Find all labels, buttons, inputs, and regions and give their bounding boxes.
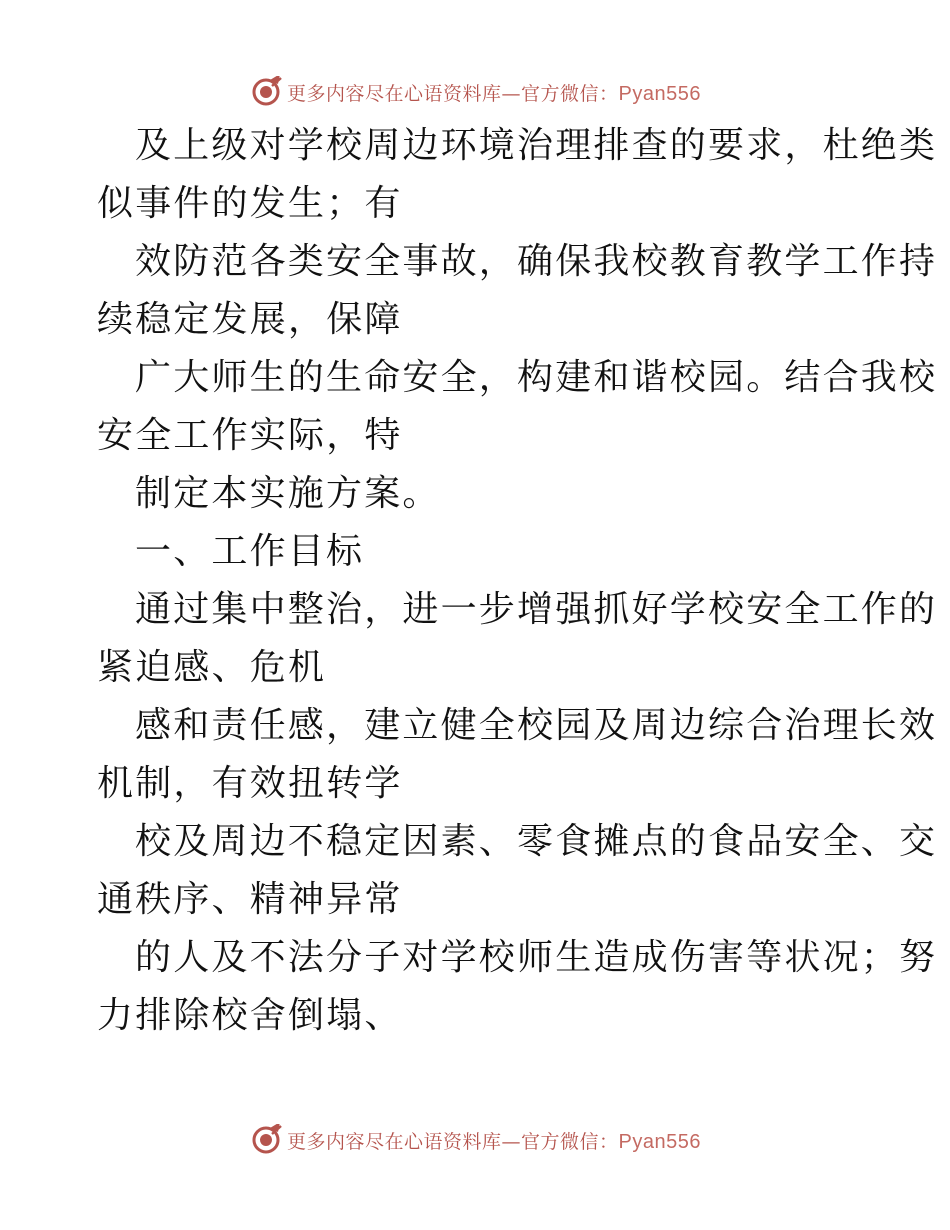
text-line: 机制，有效扭转学: [97, 763, 403, 804]
document-body: [97, 117, 938, 1045]
watermark-wechat-id: Pyan556: [618, 82, 701, 105]
header-watermark: [0, 72, 950, 112]
text-line: 似事件的发生；有: [97, 183, 403, 224]
text-line: 的人及不法分子对学校师生造成伤害等状况；努: [135, 937, 938, 978]
watermark-label: 更多内容尽在心语资料库—官方微信：: [287, 82, 619, 105]
watermark-wechat-id: Pyan556: [618, 1130, 701, 1153]
text-line: 效防范各类安全事故，确保我校教育教学工作持: [135, 241, 938, 282]
section-heading: 一、工作目标: [135, 531, 365, 572]
text-line: 及上级对学校周边环境治理排查的要求，杜绝类: [135, 125, 938, 166]
text-line: 制定本实施方案。: [135, 473, 441, 514]
watermark-label: 更多内容尽在心语资料库—官方微信：: [287, 1130, 619, 1153]
text-line: 校及周边不稳定因素、零食摊点的食品安全、交: [135, 821, 938, 862]
text-line: 广大师生的生命安全，构建和谐校园。结合我校: [135, 357, 938, 398]
text-line: 力排除校舍倒塌、: [97, 995, 403, 1036]
watermark-text: [287, 1127, 701, 1154]
footer-watermark: [0, 1120, 950, 1160]
text-line: 通秩序、精神异常: [97, 879, 403, 920]
text-line: 感和责任感，建立健全校园及周边综合治理长效: [135, 705, 938, 746]
text-line: 通过集中整治，进一步增强抓好学校安全工作的: [135, 589, 938, 630]
pen-seal-icon: [249, 1123, 283, 1157]
pen-seal-icon: [249, 75, 283, 109]
text-line: 紧迫感、危机: [97, 647, 327, 688]
watermark-text: [287, 79, 701, 106]
text-line: 安全工作实际，特: [97, 415, 403, 456]
text-line: 续稳定发展，保障: [97, 299, 403, 340]
